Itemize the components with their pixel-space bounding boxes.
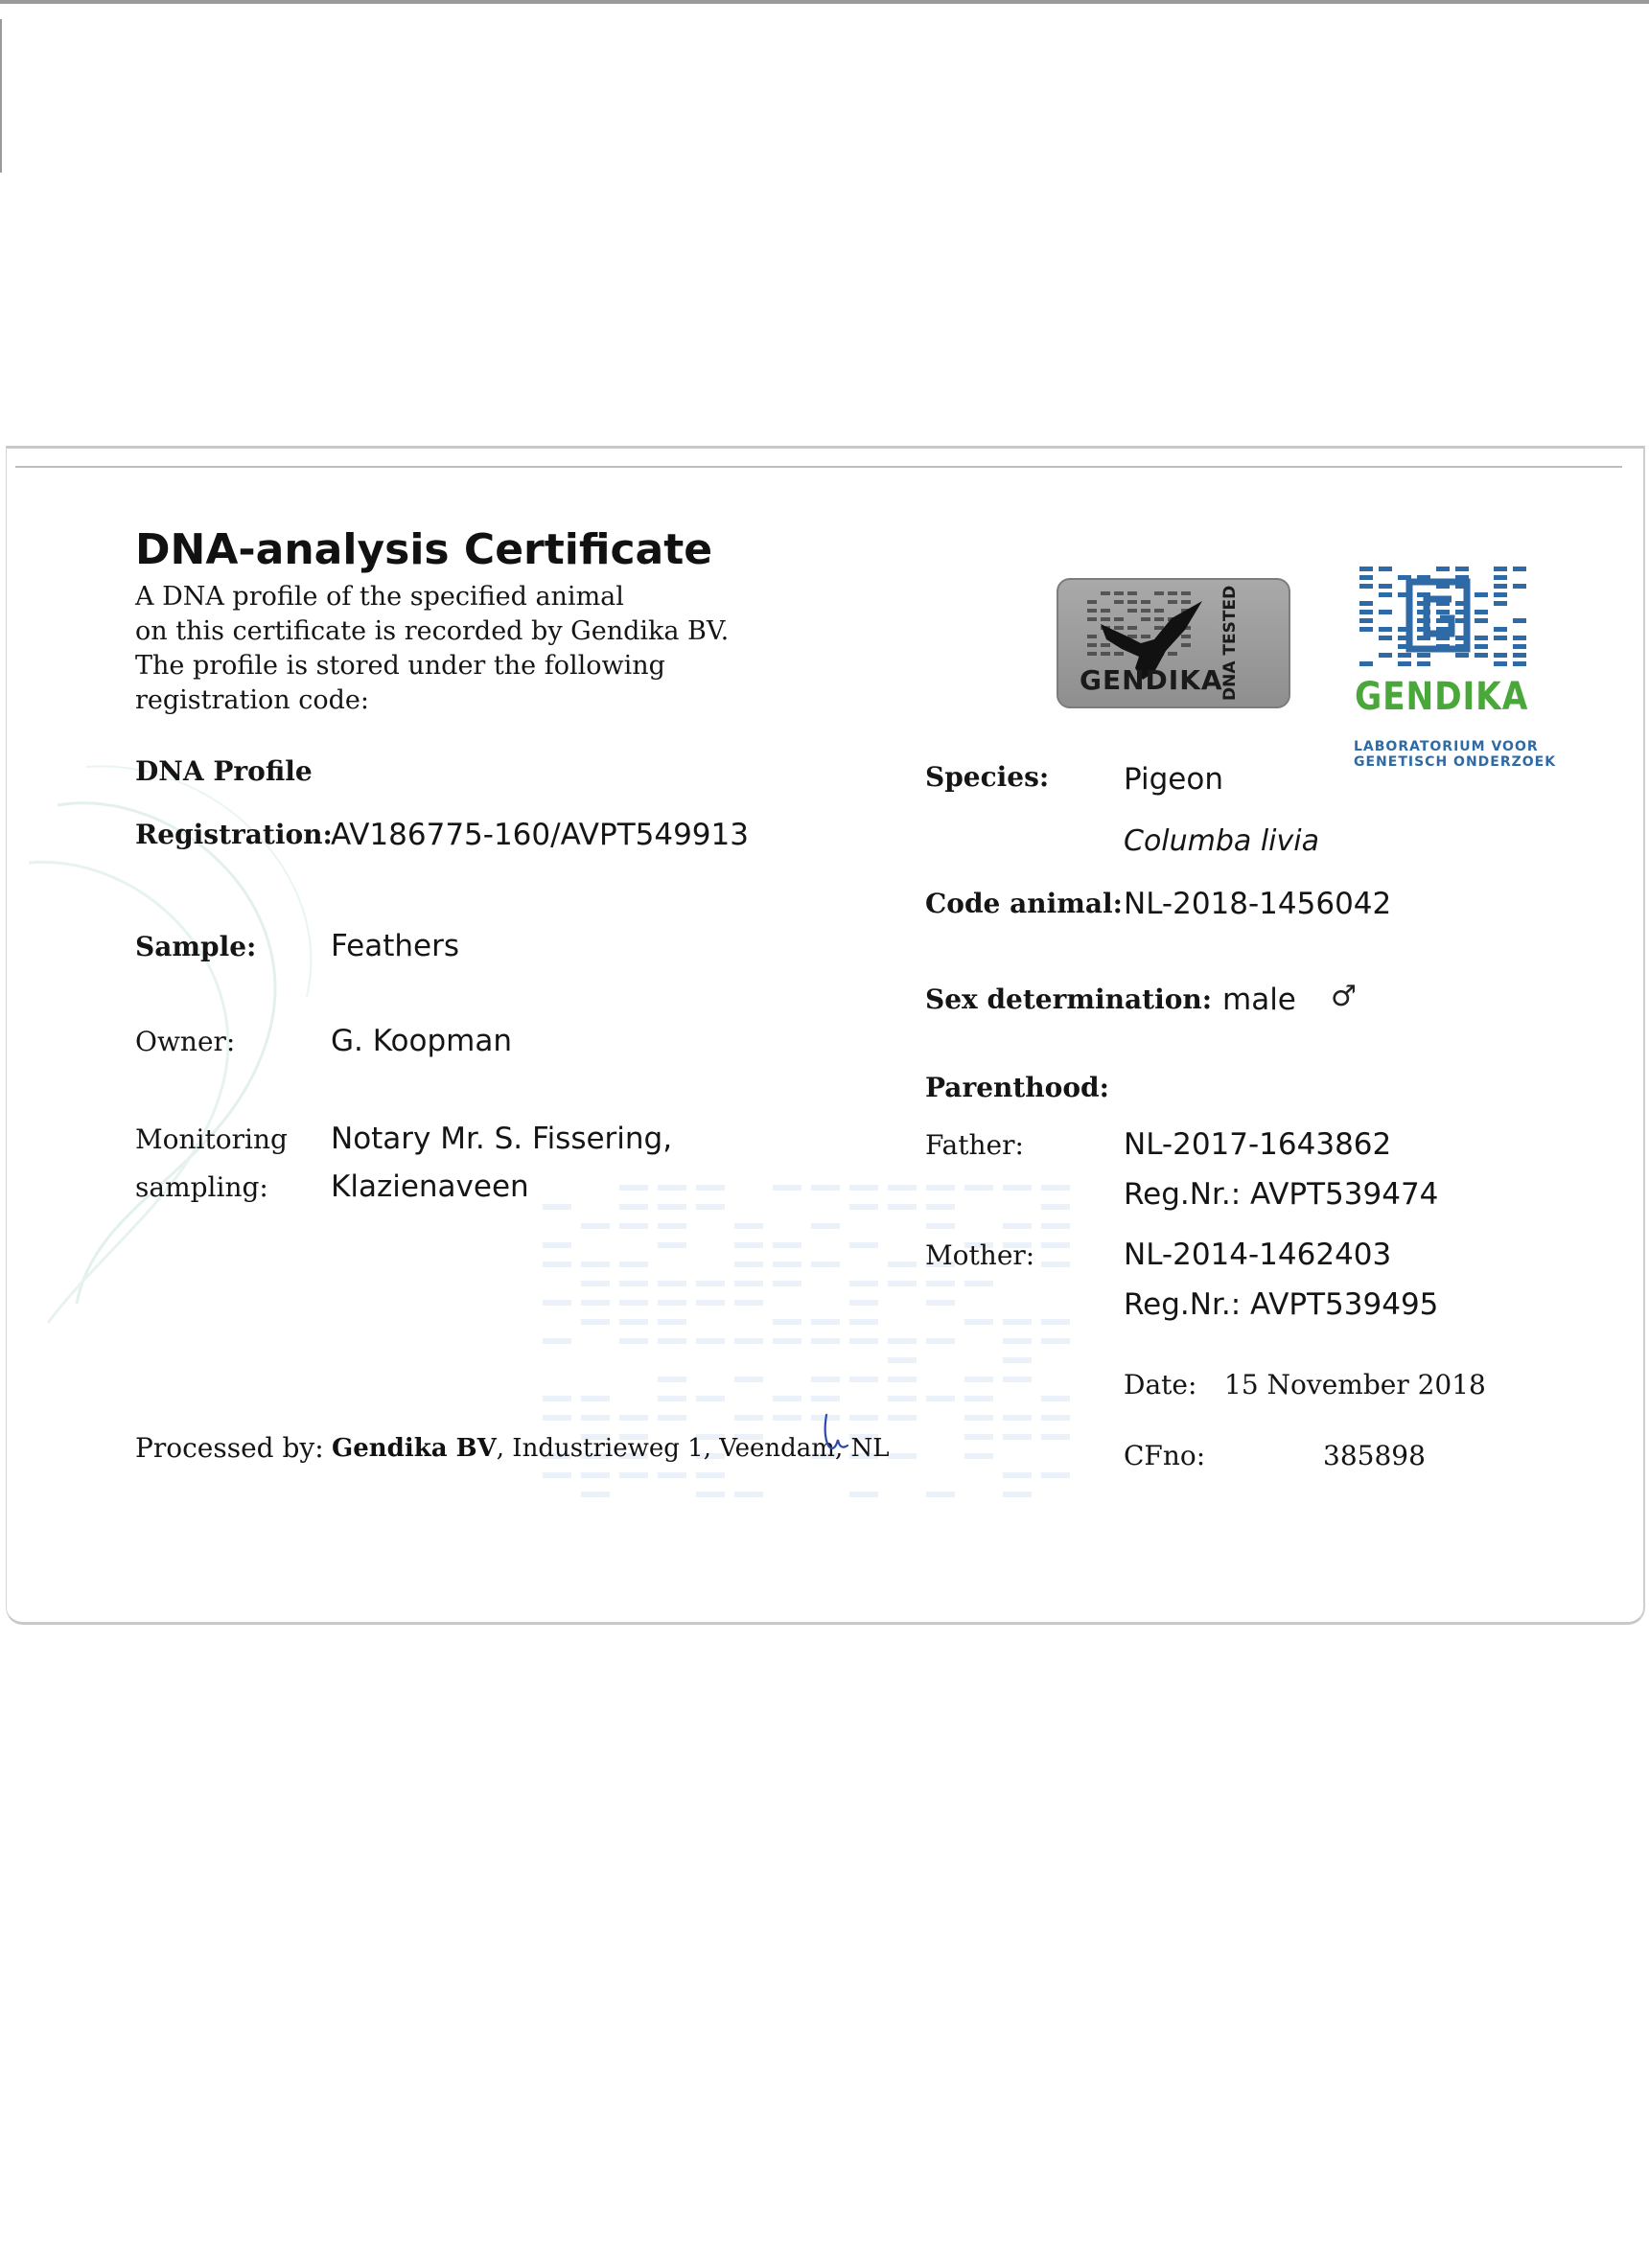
certificate-intro <box>135 580 729 718</box>
intro-line: A DNA profile of the specified animal <box>135 582 624 612</box>
sample-label: Sample: <box>135 931 257 962</box>
gendika-logo-icon <box>1352 561 1534 676</box>
certificate-title: DNA-analysis Certificate <box>135 525 713 574</box>
owner-value: G. Koopman <box>331 1024 512 1058</box>
scan-edge-left <box>0 19 2 173</box>
processor-company: Gendika BV <box>332 1434 497 1463</box>
date-value: 15 November 2018 <box>1224 1369 1486 1400</box>
processed-by-value <box>332 1434 890 1463</box>
species-value: Pigeon <box>1124 762 1223 797</box>
badge-brand-word: GENDIKA <box>1080 664 1223 696</box>
monitoring-location: Klazienaveen <box>331 1169 529 1204</box>
mother-reg-number: Reg.Nr.: AVPT539495 <box>1124 1287 1439 1322</box>
registration-label: Registration: <box>135 819 333 850</box>
mother-code: NL-2014-1462403 <box>1124 1238 1392 1272</box>
intro-line: on this certificate is recorded by Gendika BV. <box>135 616 730 646</box>
cfno-label: CFno: <box>1124 1440 1206 1471</box>
parenthood-label: Parenthood: <box>925 1072 1109 1103</box>
processed-by-label: Processed by: <box>135 1432 324 1464</box>
logo-subtitle-line: LABORATORIUM VOOR <box>1354 739 1539 754</box>
gendika-watermark <box>537 1179 1074 1515</box>
mother-label: Mother: <box>925 1239 1035 1271</box>
handwritten-initial-mark <box>821 1413 851 1463</box>
processor-address: , Industrieweg 1, Veendam, NL <box>496 1434 890 1463</box>
cfno-value: 385898 <box>1323 1440 1426 1471</box>
monitoring-value: Notary Mr. S. Fissering, <box>331 1122 673 1156</box>
sampling-label: sampling: <box>135 1171 268 1203</box>
badge-tested-label: DNA TESTED <box>1220 585 1240 701</box>
gendika-logo-word: GENDIKA <box>1355 675 1529 719</box>
dna-profile-label: DNA Profile <box>135 755 313 787</box>
sex-value: male <box>1222 983 1296 1017</box>
intro-line: The profile is stored under the following <box>135 651 665 681</box>
code-animal-value: NL-2018-1456042 <box>1124 887 1392 921</box>
father-reg-number: Reg.Nr.: AVPT539474 <box>1124 1177 1439 1212</box>
sex-determination-label: Sex determination: <box>925 984 1213 1015</box>
code-animal-label: Code animal: <box>925 888 1123 919</box>
registration-value: AV186775-160/AVPT549913 <box>331 818 749 852</box>
logo-subtitle-line: GENETISCH ONDERZOEK <box>1354 754 1557 770</box>
species-latin-name: Columba livia <box>1124 824 1319 858</box>
date-label: Date: <box>1124 1369 1197 1400</box>
species-label: Species: <box>925 761 1050 793</box>
gendika-logo-subtitle <box>1354 739 1557 770</box>
male-symbol-icon: ♂ <box>1331 980 1357 1013</box>
owner-label: Owner: <box>135 1026 236 1057</box>
sample-value: Feathers <box>331 929 459 963</box>
scan-edge-top <box>0 0 1649 4</box>
father-code: NL-2017-1643862 <box>1124 1127 1392 1162</box>
dna-tested-badge <box>1057 578 1290 708</box>
card-top-rule <box>15 466 1622 468</box>
father-label: Father: <box>925 1129 1024 1161</box>
intro-line: registration code: <box>135 685 369 715</box>
monitoring-label: Monitoring <box>135 1123 288 1155</box>
